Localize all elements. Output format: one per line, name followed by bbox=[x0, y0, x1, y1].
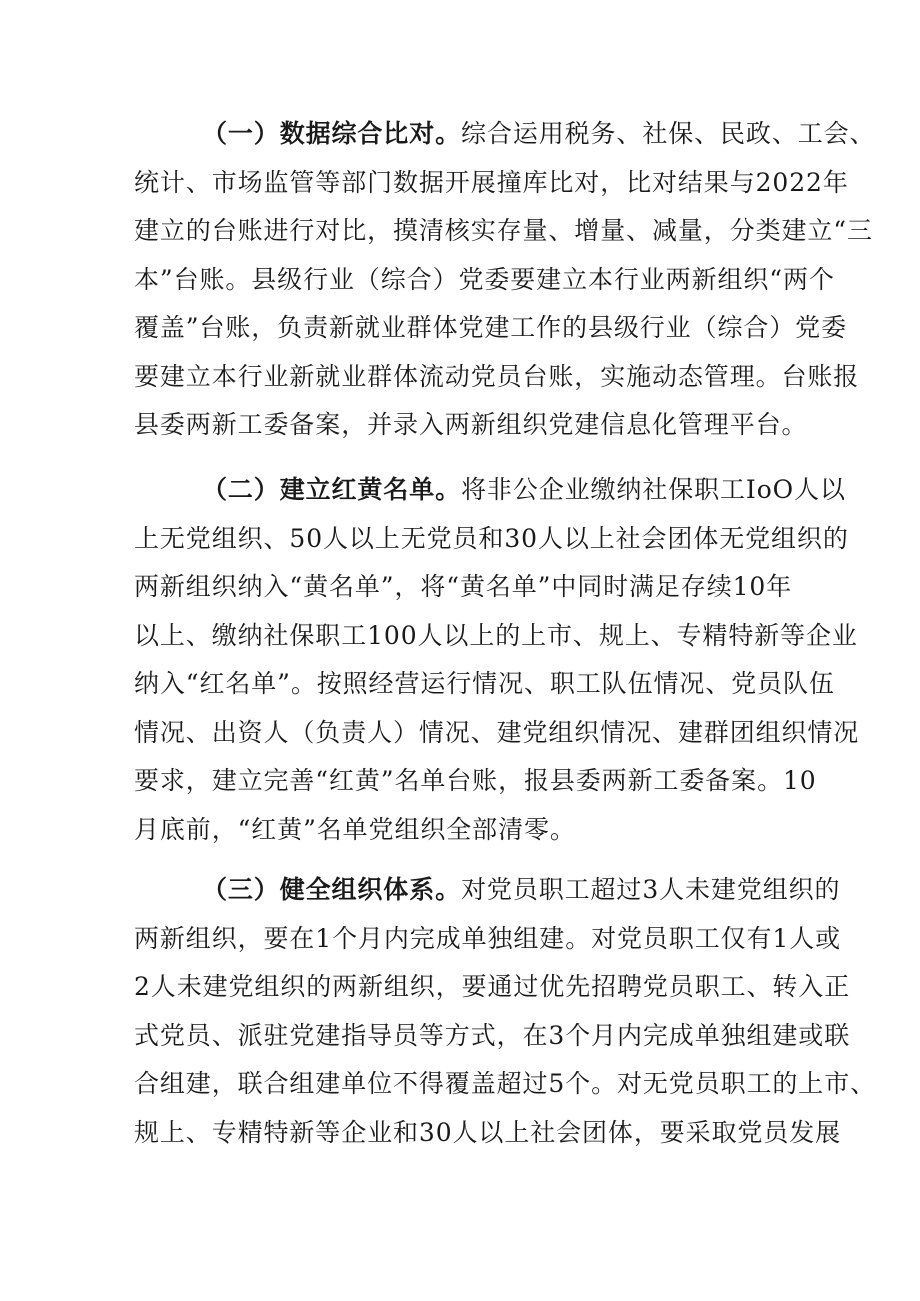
paragraph-line: 建立的台账进行对比，摸清核实存量、增量、减量，分类建立“三 bbox=[134, 216, 873, 245]
paragraph-line: 要建立本行业新就业群体流动党员台账，实施动态管理。台账报 bbox=[134, 361, 860, 391]
paragraph-line: 两新组织纳入“黄名单”，将“黄名单”中同时满足存续10年 bbox=[134, 572, 793, 601]
paragraph-line: 月底前，“红黄”名单党组织全部清零。 bbox=[134, 814, 576, 844]
paragraph-line: 合组建，联合组建单位不得覆盖超过5个。对无党员职工的上市、 bbox=[134, 1069, 877, 1098]
paragraph-line: 两新组织，要在1个月内完成单独组建。对党员职工仅有1人或 bbox=[134, 923, 842, 953]
section-heading: （一）数据综合比对。 bbox=[202, 119, 462, 148]
paragraph-line bbox=[134, 466, 846, 515]
section-heading: （二）建立红黄名单。 bbox=[202, 475, 462, 504]
paragraph-text: 综合运用税务、社保、民政、工会、 bbox=[461, 119, 876, 148]
paragraph-line: 2人未建党组织的两新组织，要通过优先招聘党员职工、转入正 bbox=[134, 972, 851, 1001]
paragraph-line: 县委两新工委备案，并录入两新组织党建信息化管理平台。 bbox=[134, 410, 808, 439]
section-data-comparison bbox=[134, 110, 876, 450]
section-organization-system bbox=[134, 866, 877, 1157]
paragraph-line: 式党员、派驻党建指导员等方式，在3个月内完成单独组建或联 bbox=[134, 1020, 851, 1050]
paragraph-line: 情况、出资人（负责人）情况、建党组织情况、建群团组织情况 bbox=[134, 717, 860, 747]
section-heading: （三）健全组织体系。 bbox=[202, 875, 462, 904]
paragraph-line bbox=[134, 866, 841, 915]
paragraph-line: 以上、缴纳社保职工100人以上的上市、规上、专精特新等企业 bbox=[134, 620, 858, 650]
paragraph-text: 将非公企业缴纳社保职工IoO人以 bbox=[461, 475, 846, 504]
paragraph-line: 要求，建立完善“红黄”名单台账，报县委两新工委备案。10 bbox=[134, 766, 817, 795]
paragraph-line: 统计、市场监管等部门数据开展撞库比对，比对结果与2022年 bbox=[134, 167, 849, 197]
paragraph-line: 纳入“红名单”。按照经营运行情况、职工队伍情况、党员队伍 bbox=[134, 669, 835, 698]
paragraph-text: 对党员职工超过3人未建党组织的 bbox=[461, 875, 841, 904]
paragraph-line: 本”台账。县级行业（综合）党委要建立本行业两新组织“两个 bbox=[134, 264, 835, 294]
paragraph-line: 覆盖”台账，负责新就业群体党建工作的县级行业（综合）党委 bbox=[134, 313, 847, 342]
paragraph-line: 上无党组织、50人以上无党员和30人以上社会团体无党组织的 bbox=[134, 523, 849, 553]
paragraph-line bbox=[134, 110, 876, 159]
section-red-yellow-list bbox=[134, 466, 860, 854]
paragraph-line: 规上、专精特新等企业和30人以上社会团体，要采取党员发展 bbox=[134, 1117, 842, 1147]
